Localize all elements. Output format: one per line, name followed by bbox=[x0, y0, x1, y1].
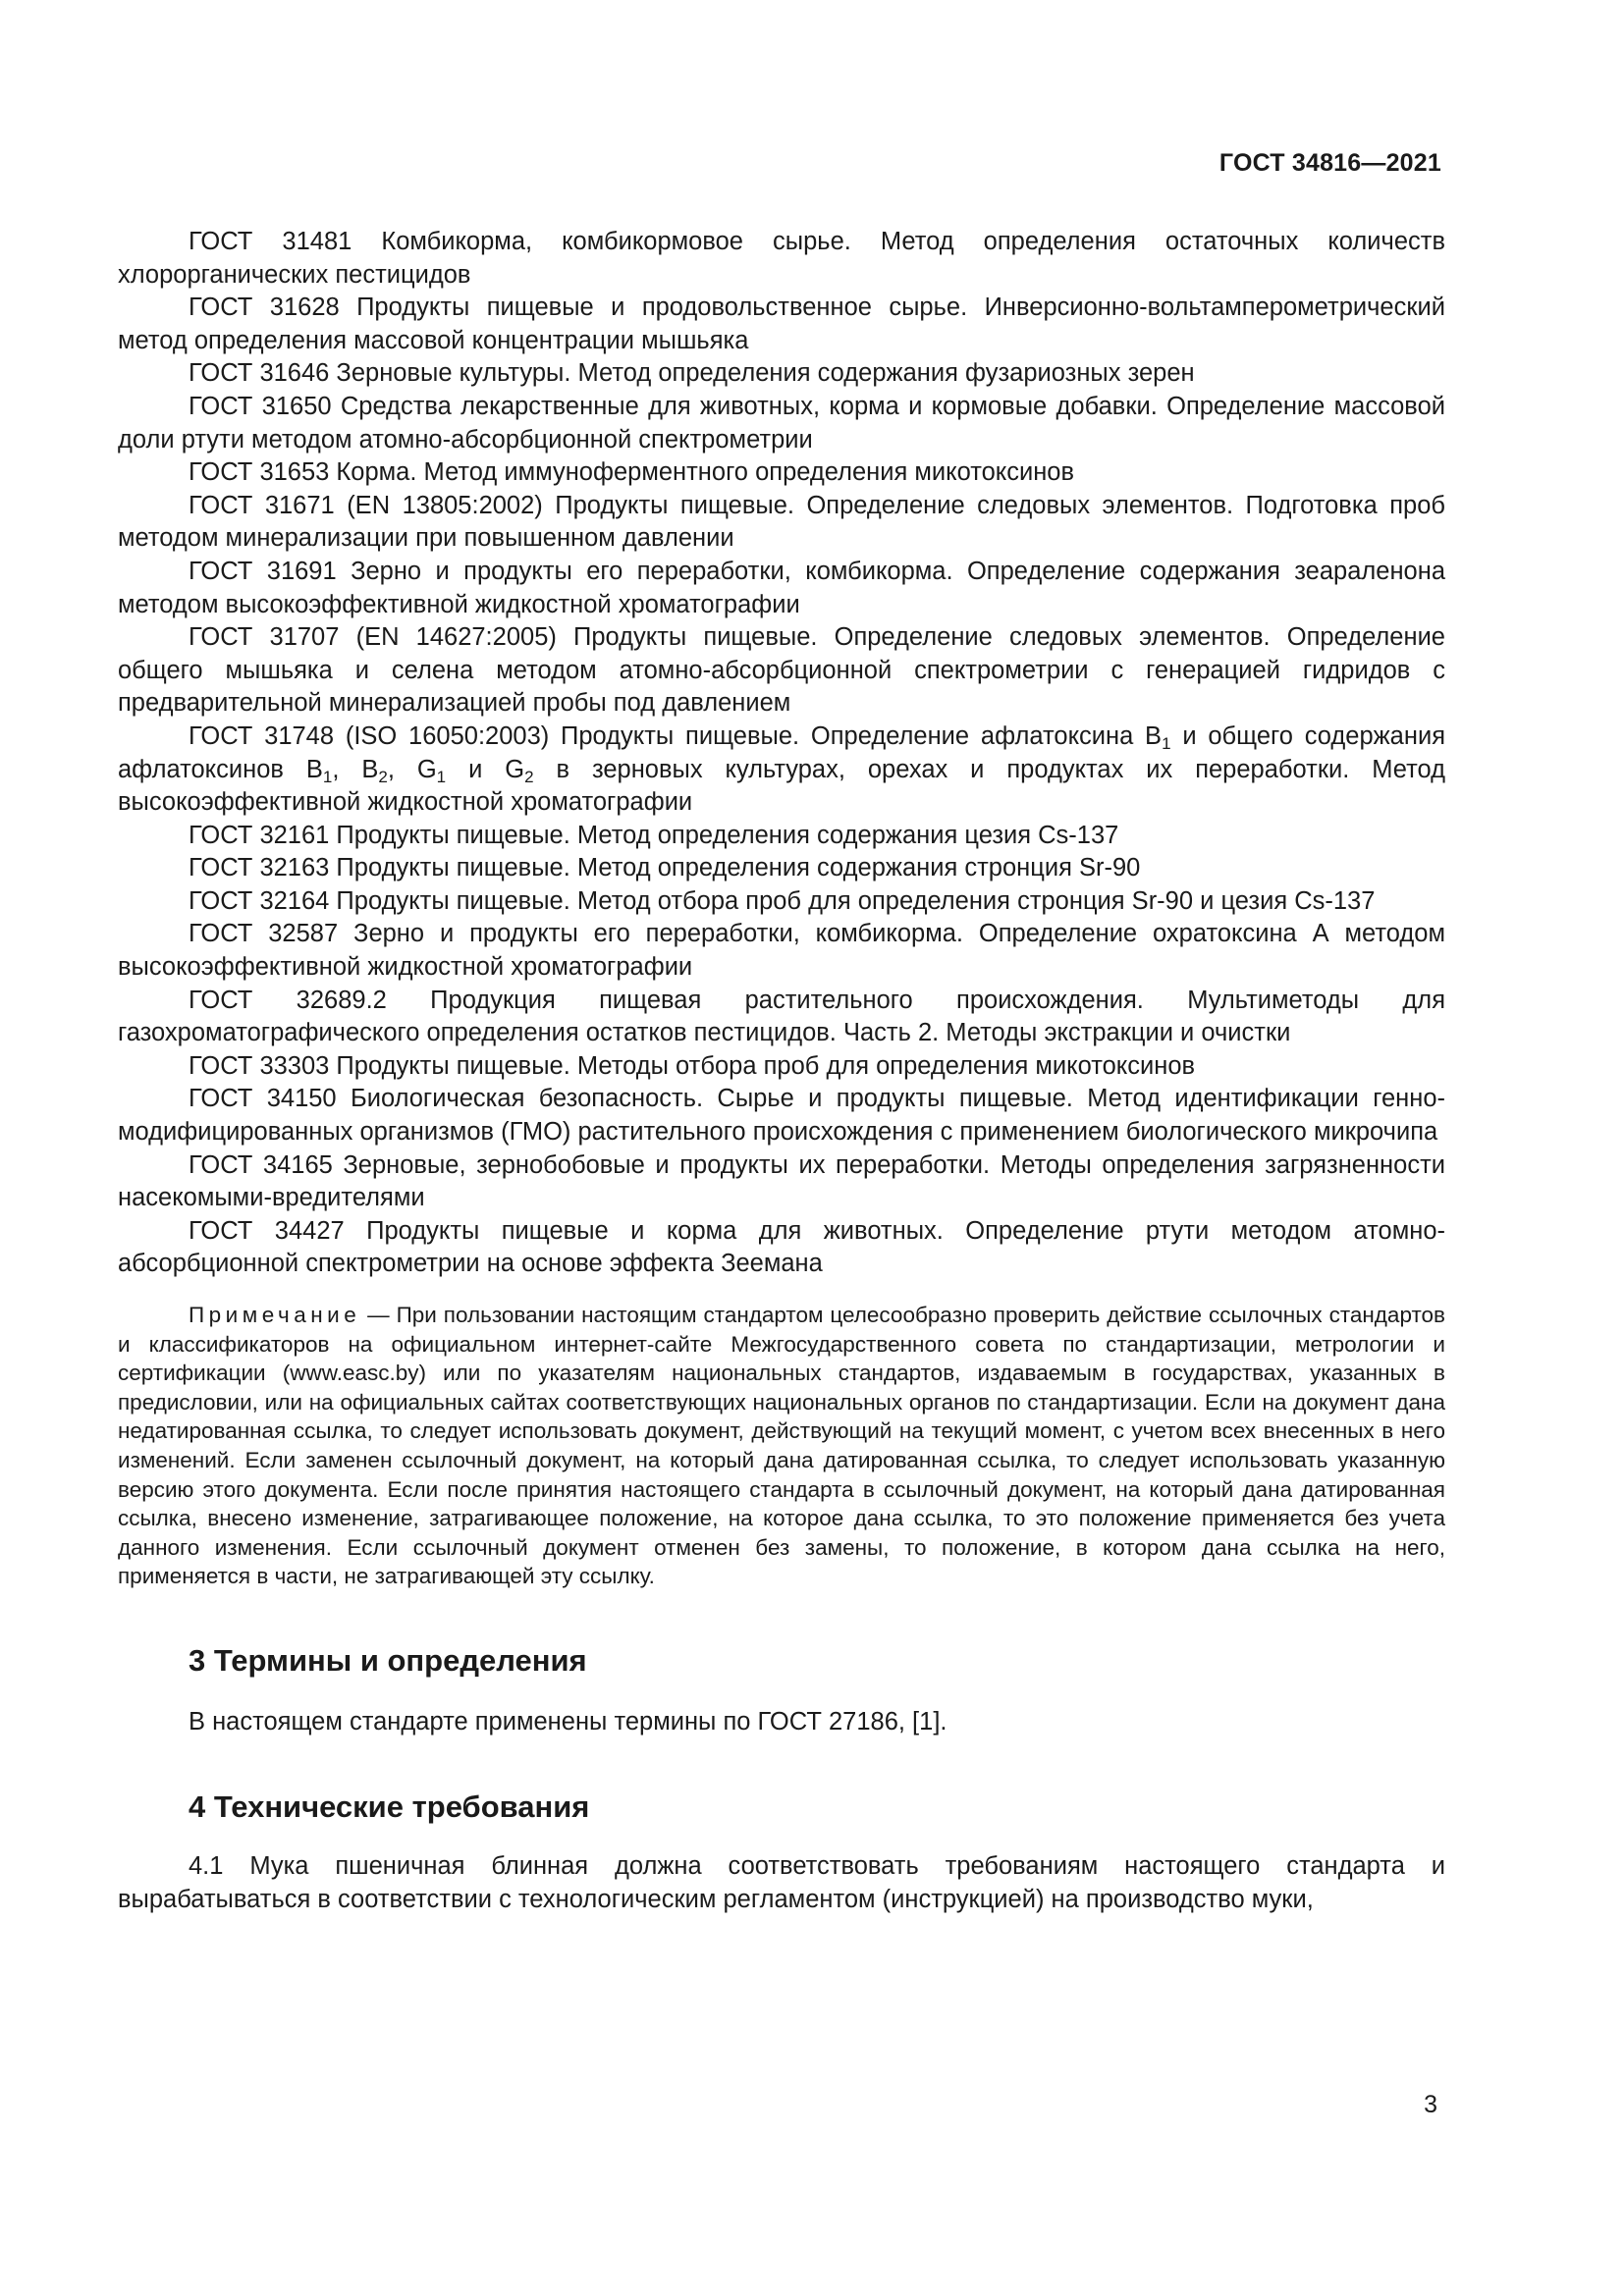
reference-item: ГОСТ 33303 Продукты пищевые. Методы отбора проб для определения микотоксинов bbox=[189, 1051, 1196, 1080]
section-4-text: 4.1 Мука пшеничная блинная должна соответствовать требованиям настоящего стандарта и вырабатываться в соответствии с технологическим регламентом (инструкцией) на производство муки, bbox=[118, 1851, 1445, 1914]
note-text: При пользовании настоящим стандартом целесообразно проверить действие ссылочных стандартов и классификаторов на официальном интернет-сайте Межгосударственного совета по стандартизации, метрологии и сертификации (www.easc.by) или по указателям национальных стандартов, издаваемым в государствах, указанных в предисловии, или на официальных сайтах соответствующих национальных органов по стандартизации. Если на документ дана недатированная ссылка, то следует использовать документ, действующий на текущий момент, с учетом всех внесенных в него изменений. Если заменен ссылочный документ, на который дана датированная ссылка, то следует использовать указанную версию этого документа. Если после принятия настоящего стандарта в ссылочный документ, на который дана датированная ссылка, внесено изменение, затрагивающее положение, на которое дана ссылка, то это положение применяется без учета данного изменения. Если ссылочный документ отменен без замены, то положение, в котором дана ссылка на него, применяется в части, не затрагивающей эту ссылку. bbox=[118, 1303, 1445, 1589]
section-3-title: 3 Термины и определения bbox=[189, 1642, 587, 1678]
reference-item: ГОСТ 31481 Комбикорма, комбикормовое сырье. Метод определения остаточных количеств хлорорганических пестицидов bbox=[118, 228, 1445, 289]
note-label: Примечание bbox=[189, 1303, 361, 1327]
reference-item: ГОСТ 32689.2 Продукция пищевая растительного происхождения. Мультиметоды для газохроматографического определения остатков пестицидов. Часть 2. Методы экстракции и очистки bbox=[118, 986, 1445, 1047]
reference-item-aflatoxin: ГОСТ 31748 (ISO 16050:2003) Продукты пищевые. Определение афлатоксина $B_1$ и общего содержания афлатоксинов $B_1$, $B_2$, $G_1$ и $G_2$ в зерновых культурах, орехах и продуктах их переработки. Метод высокоэффективной жидкостной хроматографии bbox=[118, 721, 1446, 817]
reference-item: ГОСТ 34150 Биологическая безопасность. Сырье и продукты пищевые. Метод идентификации генно-модифицированных организмов (ГМО) растительного происхождения с применением биологического микрочипа bbox=[118, 1085, 1445, 1147]
reference-item: ГОСТ 31653 Корма. Метод иммуноферментного определения микотоксинов bbox=[189, 458, 1075, 487]
reference-item: ГОСТ 32163 Продукты пищевые. Метод определения содержания стронция Sr-90 bbox=[189, 854, 1141, 882]
note-paragraph bbox=[118, 1301, 1445, 1591]
reference-item: ГОСТ 34165 Зерновые, зернобобовые и продукты их переработки. Методы определения загрязненности насекомыми-вредителями bbox=[118, 1150, 1445, 1212]
reference-item: ГОСТ 31650 Средства лекарственные для животных, корма и кормовые добавки. Определение массовой доли ртути методом атомно-абсорбционной спектрометрии bbox=[118, 392, 1445, 454]
reference-item: ГОСТ 34427 Продукты пищевые и корма для животных. Определение ртути методом атомно-абсорбционной спектрометрии на основе эффекта Зеемана bbox=[118, 1216, 1445, 1278]
note-dash: — bbox=[360, 1303, 397, 1327]
reference-item: ГОСТ 32164 Продукты пищевые. Метод отбора проб для определения стронция Sr-90 и цезия Cs-137 bbox=[189, 886, 1376, 915]
section-3-text: В настоящем стандарте применены термины по ГОСТ 27186, [1]. bbox=[189, 1707, 947, 1735]
page-number: 3 bbox=[1424, 2091, 1437, 2118]
reference-item: ГОСТ 31691 Зерно и продукты его переработки, комбикорма. Определение содержания зеараленона методом высокоэффективной жидкостной хроматографии bbox=[118, 557, 1445, 618]
reference-item: ГОСТ 31628 Продукты пищевые и продовольственное сырье. Инверсионно-вольтамперометрический метод определения массовой концентрации мышьяка bbox=[118, 294, 1445, 354]
reference-item: ГОСТ 31671 (EN 13805:2002) Продукты пищевые. Определение следовых элементов. Подготовка проб методом минерализации при повышенном давлении bbox=[118, 491, 1445, 553]
section-4-title: 4 Технические требования bbox=[189, 1789, 590, 1824]
reference-item: ГОСТ 32587 Зерно и продукты его переработки, комбикорма. Определение охратоксина А методом высокоэффективной жидкостной хроматографии bbox=[118, 920, 1445, 982]
page-content bbox=[118, 226, 1445, 1942]
reference-item: ГОСТ 31707 (EN 14627:2005) Продукты пищевые. Определение следовых элементов. Определение общего мышьяка и селена методом атомно-абсорбционной спектрометрии с генерацией гидридов с предварительной минерализацией пробы под давлением bbox=[118, 623, 1445, 718]
reference-item: ГОСТ 32161 Продукты пищевые. Метод определения содержания цезия Cs-137 bbox=[189, 821, 1119, 849]
document-code: ГОСТ 34816—2021 bbox=[1218, 149, 1441, 177]
reference-item: ГОСТ 31646 Зерновые культуры. Метод определения содержания фузариозных зерен bbox=[189, 359, 1195, 388]
normative-references-list bbox=[118, 226, 1445, 1281]
